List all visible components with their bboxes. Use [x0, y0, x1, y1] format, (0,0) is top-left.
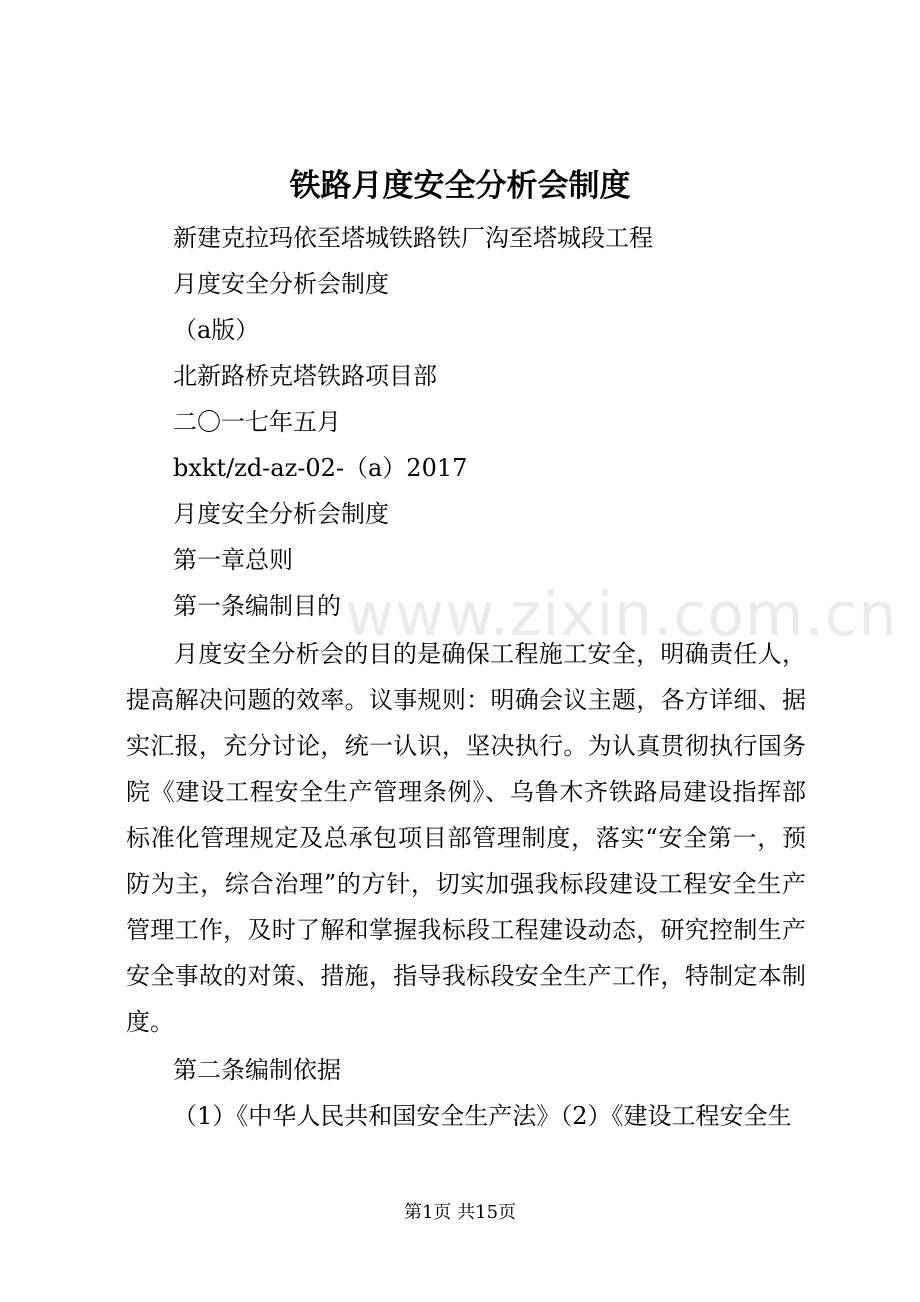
- doc-subtitle-line: 月度安全分析会制度: [173, 270, 389, 298]
- doc-code-line: bxkt/zd-az-02-（a）2017: [173, 454, 468, 482]
- article-2-heading: 第二条编制依据: [173, 1056, 341, 1084]
- project-name-line: 新建克拉玛依至塔城铁路铁厂沟至塔城段工程: [173, 224, 653, 252]
- purpose-paragraph: 月度安全分析会的目的是确保工程施工安全，明确责任人，提高解决问题的效率。议事规则：明确会议主题，各方详细、据实汇报，充分讨论，统一认识，坚决执行。为认真贯彻执行国务院《建设工程安全生产管理条例》、乌鲁木齐铁路局建设指挥部标准化管理规定及总承包项目部管理制度，落实“安全第一，预防为主，综合治理”的方针，切实加强我标段建设工程安全生产管理工作，及时了解和掌握我标段工程建设动态，研究控制生产安全事故的对策、措施，指导我标段安全生产工作，特制定本制度。: [126, 640, 806, 1036]
- article-1-heading: 第一条编制目的: [173, 592, 341, 620]
- basis-list-line: （1）《中华人民共和国安全生产法》（2）《建设工程安全生: [173, 1102, 792, 1130]
- page-footer: 第1页 共15页: [403, 1202, 517, 1223]
- watermark: www.zixin.com.cn: [345, 580, 898, 650]
- doc-heading-line: 月度安全分析会制度: [173, 500, 389, 528]
- department-line: 北新路桥克塔铁路项目部: [173, 362, 437, 390]
- chapter-heading: 第一章总则: [173, 546, 293, 574]
- date-line: 二〇一七年五月: [173, 408, 341, 436]
- document-title: 铁路月度安全分析会制度: [289, 168, 631, 204]
- version-line: （a版）: [173, 316, 260, 344]
